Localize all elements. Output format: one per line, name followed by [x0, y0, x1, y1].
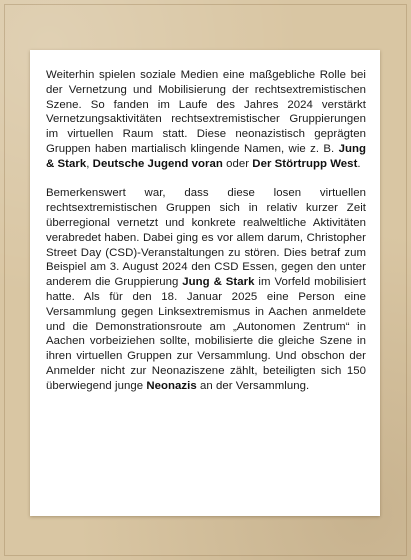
term-neonazis: Neonazis: [146, 379, 197, 392]
group-name-jung-stark: Jung & Stark: [46, 142, 366, 170]
paragraph-social-media: [46, 68, 366, 172]
paragraph-mobilization: [46, 186, 366, 393]
paper-card: [30, 50, 380, 516]
group-name-deutsche-jugend-voran: Deutsche Jugend voran: [92, 157, 223, 170]
article-body: [46, 68, 366, 394]
group-name-stoertrupp-west: Der Störtrupp West: [252, 157, 358, 170]
text-segment: Bemerkenswert war, dass diese losen virtuellen rechtsextremistischen Gruppen sich in relativ kurzer Zeit überregional vernetzt und konkrete realweltliche Aktivitäten verabredet haben. Dabei ging es vor allem darum, Christopher Street Day (CSD)-Veranstaltungen zu stören. Dies betraf zum Beispiel am 3. August 2024 den CSD Essen, gegen den unter anderem die Gruppierung: [46, 187, 366, 289]
text-segment: Weiterhin spielen soziale Medien eine maßgebliche Rolle bei der Vernetzung und Mobilisierung der rechtsextremistischen Szene. So fanden im Laufe des Jahres 2024 verstärkt Vernetzungsaktivitäten rechtsextremistischer Gruppierungen im virtuellen Raum statt. Diese neonazistisch geprägten Gruppen haben martialisch klingende Namen, wie z. B.: [46, 69, 366, 155]
text-segment: oder: [222, 157, 253, 170]
text-segment: .: [357, 157, 361, 170]
text-segment: ,: [86, 157, 93, 170]
group-name-jung-stark: Jung & Stark: [182, 276, 255, 289]
text-segment: im Vorfeld mobilisiert hatte. Als für den 18. Januar 2025 eine Person eine Versammlung gegen Linksextremismus in Aachen anmeldete und die Demonstrationsroute am „Autonomen Zentrum“ in Aachen vorbeiziehen sollte, mobilisierte die gleiche Szene in ihren virtuellen Gruppen zur Versammlung. Und obschon der Anmelder nicht zur Neonaziszene zählt, beteiligten sich 150 überwiegend junge: [46, 276, 366, 392]
text-segment: an der Versammlung.: [196, 379, 310, 392]
